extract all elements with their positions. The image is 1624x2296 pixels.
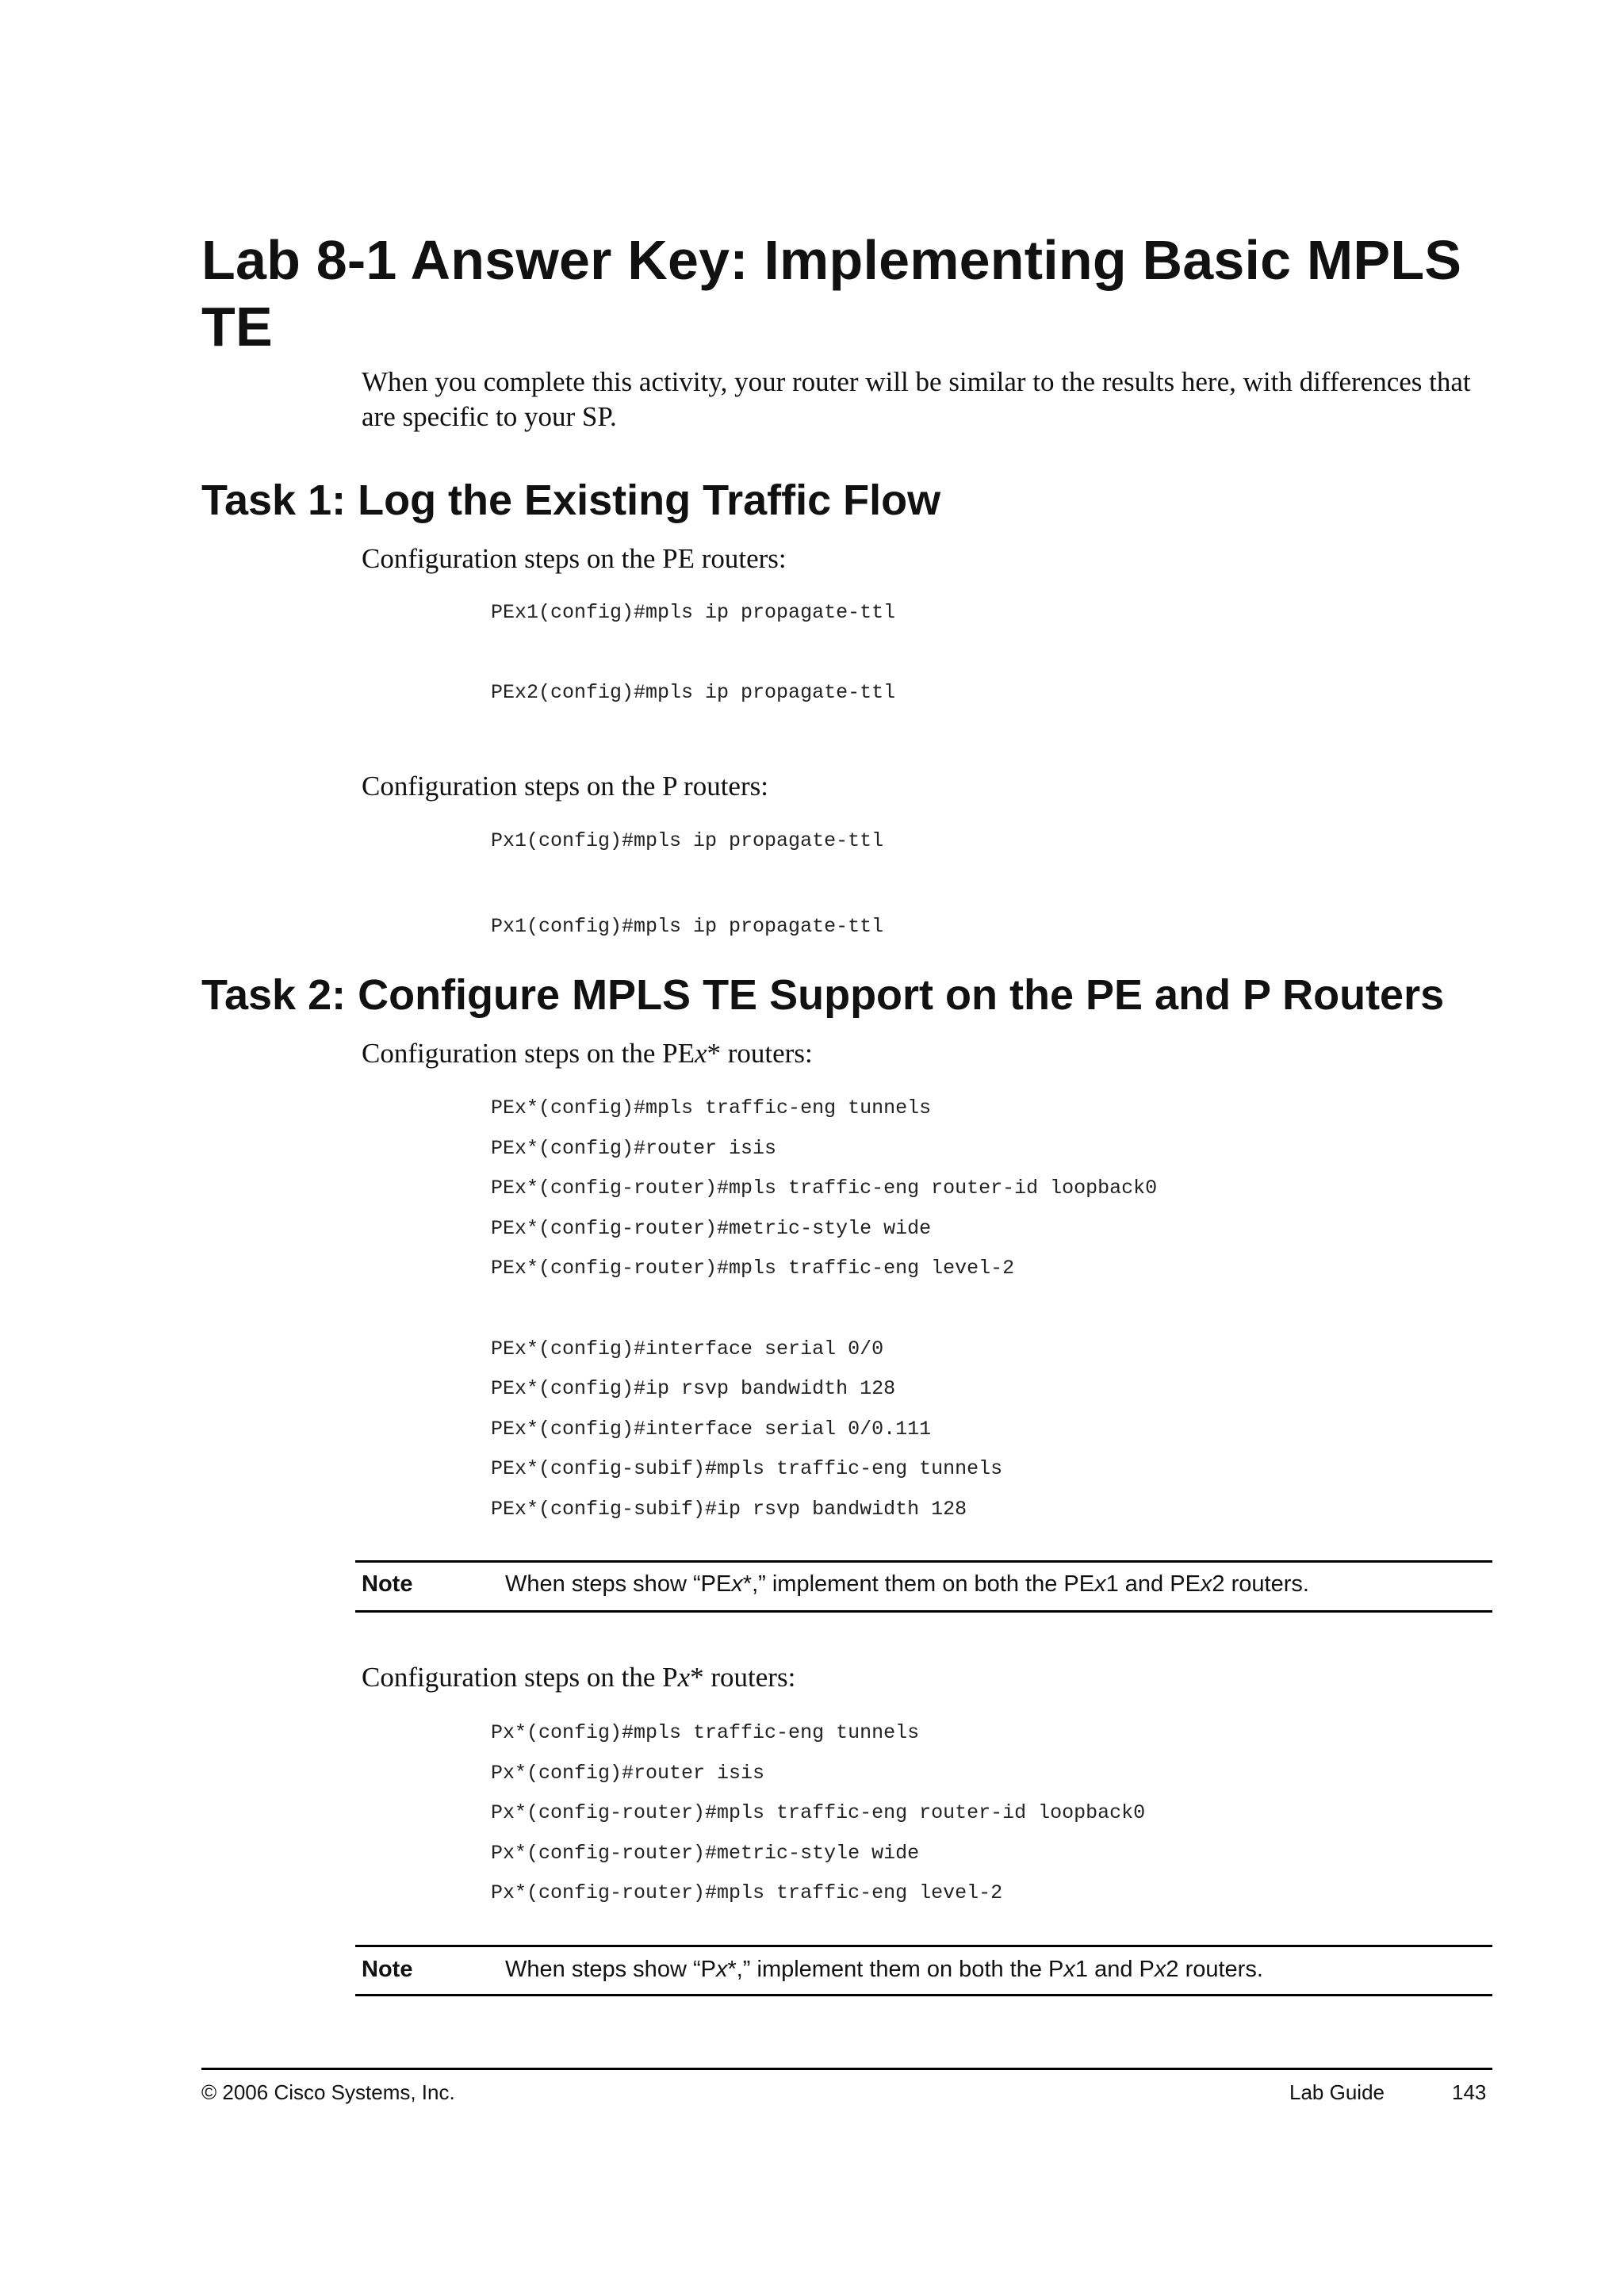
code-line: PEx*(config-router)#metric-style wide: [491, 1217, 932, 1240]
page-title: Lab 8-1 Answer Key: Implementing Basic MPLS TE: [201, 229, 1462, 358]
code-line: PEx*(config-subif)#mpls traffic-eng tunnels: [491, 1457, 1003, 1480]
code-line: PEx*(config-subif)#ip rsvp bandwidth 128: [491, 1498, 967, 1521]
footer-copyright: © 2006 Cisco Systems, Inc.: [201, 2080, 455, 2104]
code-line: PEx*(config)#ip rsvp bandwidth 128: [491, 1377, 896, 1400]
code-line: PEx*(config)#interface serial 0/0: [491, 1337, 884, 1360]
task1-pe-intro: Configuration steps on the PE routers:: [362, 543, 787, 574]
note-text: When steps show “PEx*,” implement them on both the PEx1 and PEx2 routers.: [505, 1571, 1309, 1597]
code-line: Px1(config)#mpls ip propagate-ttl: [491, 829, 884, 852]
task2-heading: Task 2: Configure MPLS TE Support on the PE and P Routers: [201, 971, 1445, 1019]
footer-guide-label: Lab Guide: [1289, 2080, 1385, 2104]
intro-paragraph: When you complete this activity, your router will be similar to the results here, with differences that are specific to your SP.: [362, 366, 1471, 432]
code-line: PEx*(config-router)#mpls traffic-eng level-2: [491, 1257, 1015, 1280]
task2-p-intro: Configuration steps on the Px* routers:: [362, 1662, 796, 1693]
note-top-rule: [355, 1945, 1492, 1947]
task1-p-intro: Configuration steps on the P routers:: [362, 771, 768, 802]
note-text: When steps show “Px*,” implement them on both the Px1 and Px2 routers.: [505, 1957, 1263, 1982]
code-line: PEx*(config)#mpls traffic-eng tunnels: [491, 1096, 932, 1119]
note-top-rule: [355, 1560, 1492, 1563]
footer-rule: [201, 2068, 1492, 2070]
code-line: Px*(config)#mpls traffic-eng tunnels: [491, 1721, 920, 1744]
task2-pe-intro: Configuration steps on the PEx* routers:: [362, 1038, 813, 1069]
code-line: Px*(config-router)#metric-style wide: [491, 1842, 920, 1865]
code-line: Px*(config)#router isis: [491, 1762, 765, 1785]
code-line: PEx*(config)#router isis: [491, 1137, 777, 1160]
code-line: PEx1(config)#mpls ip propagate-ttl: [491, 601, 896, 624]
code-line: PEx*(config)#interface serial 0/0.111: [491, 1418, 932, 1441]
note-label: Note: [362, 1957, 413, 1982]
note-label: Note: [362, 1571, 413, 1597]
code-line: Px1(config)#mpls ip propagate-ttl: [491, 915, 884, 938]
code-line: PEx2(config)#mpls ip propagate-ttl: [491, 681, 896, 704]
note-bottom-rule: [355, 1994, 1492, 1996]
page-number: 143: [1452, 2080, 1487, 2104]
note-bottom-rule: [355, 1610, 1492, 1613]
code-line: PEx*(config-router)#mpls traffic-eng router-id loopback0: [491, 1177, 1158, 1200]
task1-heading: Task 1: Log the Existing Traffic Flow: [201, 476, 941, 524]
code-line: Px*(config-router)#mpls traffic-eng router-id loopback0: [491, 1801, 1146, 1824]
code-line: Px*(config-router)#mpls traffic-eng level-2: [491, 1881, 1003, 1904]
